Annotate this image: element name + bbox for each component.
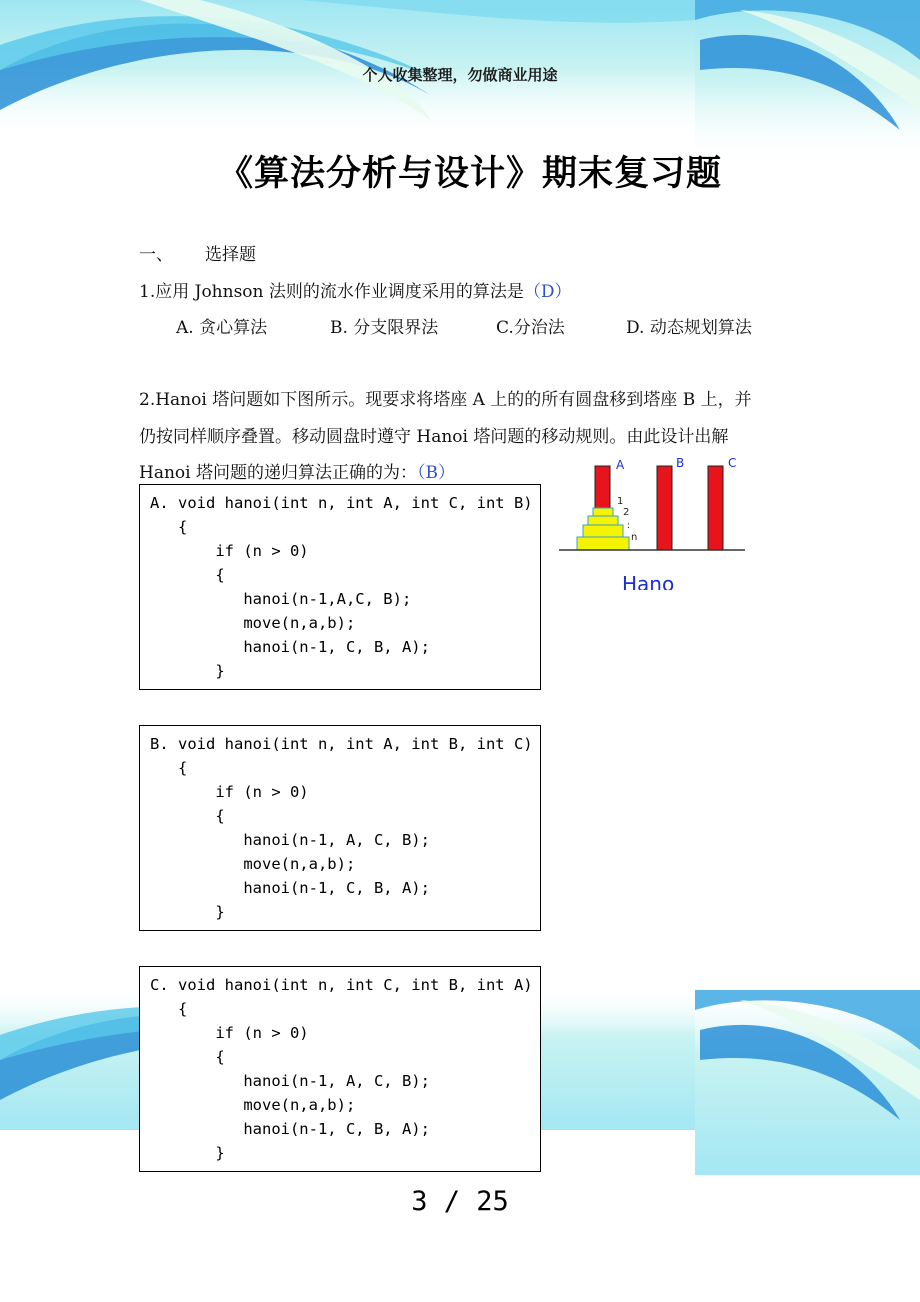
- code-line: move(n,a,b);: [150, 855, 356, 873]
- code-line: if (n > 0): [150, 1024, 309, 1042]
- peg-b: [657, 466, 672, 550]
- peg-c: [708, 466, 723, 550]
- code-line: {: [150, 807, 225, 825]
- question-2-answer: （B）: [416, 463, 455, 483]
- section-number: 一、: [139, 245, 173, 265]
- dots: :: [627, 521, 631, 531]
- question-1-answer: （D）: [523, 282, 572, 302]
- code-line: }: [150, 1144, 225, 1162]
- code-line: move(n,a,b);: [150, 614, 356, 632]
- code-line: }: [150, 662, 225, 680]
- section-heading: 选择题: [205, 245, 256, 265]
- page-number: 3 / 25: [411, 1186, 509, 1217]
- code-line: A. void hanoi(int n, int A, int C, int B): [150, 494, 533, 512]
- q1-option-a: A. 贪心算法: [176, 318, 268, 338]
- code-line: C. void hanoi(int n, int C, int B, int A): [150, 976, 533, 994]
- code-line: hanoi(n-1, C, B, A);: [150, 1120, 430, 1138]
- code-line: hanoi(n-1, C, B, A);: [150, 638, 430, 656]
- q1-option-d: D. 动态规划算法: [626, 318, 752, 338]
- q1-option-b: B. 分支限界法: [330, 318, 439, 338]
- disk-3: [583, 525, 623, 537]
- code-line: if (n > 0): [150, 542, 309, 560]
- code-line: {: [150, 518, 188, 536]
- code-option-b: [139, 725, 541, 931]
- peg-label-b: B: [676, 456, 685, 470]
- code-line: hanoi(n-1, C, B, A);: [150, 879, 430, 897]
- question-2-line-2: 仍按同样顺序叠置。移动圆盘时遵守 Hanoi 塔问题的移动规则。由此设计出解: [139, 427, 729, 447]
- question-2-line-1: 2.Hanoi 塔问题如下图所示。现要求将塔座 A 上的的所有圆盘移到塔座 B 上，并: [139, 390, 752, 410]
- document-title: 《算法分析与设计》期末复习题: [217, 153, 722, 194]
- disk-1: [593, 508, 613, 516]
- code-line: B. void hanoi(int n, int A, int B, int C): [150, 735, 533, 753]
- code-option-c: [139, 966, 541, 1172]
- code-line: if (n > 0): [150, 783, 309, 801]
- question-1-stem: 1.应用 Johnson 法则的流水作业调度采用的算法是: [139, 282, 524, 302]
- code-line: {: [150, 759, 188, 777]
- code-line: hanoi(n-1, A, C, B);: [150, 831, 430, 849]
- watermark-text: 个人收集整理，勿做商业用途: [362, 66, 558, 84]
- code-line: {: [150, 1048, 225, 1066]
- peg-label-c: C: [728, 456, 737, 470]
- code-option-a: [139, 484, 541, 690]
- disk-label-n: n: [631, 532, 638, 543]
- disk-label-1: 1: [617, 496, 624, 507]
- question-2-line-3: [139, 458, 455, 483]
- disk-label-2: 2: [623, 507, 630, 518]
- code-line: {: [150, 566, 225, 584]
- code-line: {: [150, 1000, 188, 1018]
- code-line: hanoi(n-1,A,C, B);: [150, 590, 412, 608]
- code-line: }: [150, 903, 225, 921]
- hanoi-caption: Hano: [622, 572, 675, 590]
- question-2-stem-end: Hanoi 塔问题的递归算法正确的为：: [139, 463, 417, 483]
- code-line: hanoi(n-1, A, C, B);: [150, 1072, 430, 1090]
- q1-option-c: C.分治法: [496, 318, 565, 338]
- peg-label-a: A: [616, 458, 625, 472]
- question-1: [139, 277, 572, 302]
- code-line: move(n,a,b);: [150, 1096, 356, 1114]
- disk-n: [577, 537, 629, 550]
- disk-2: [588, 516, 618, 525]
